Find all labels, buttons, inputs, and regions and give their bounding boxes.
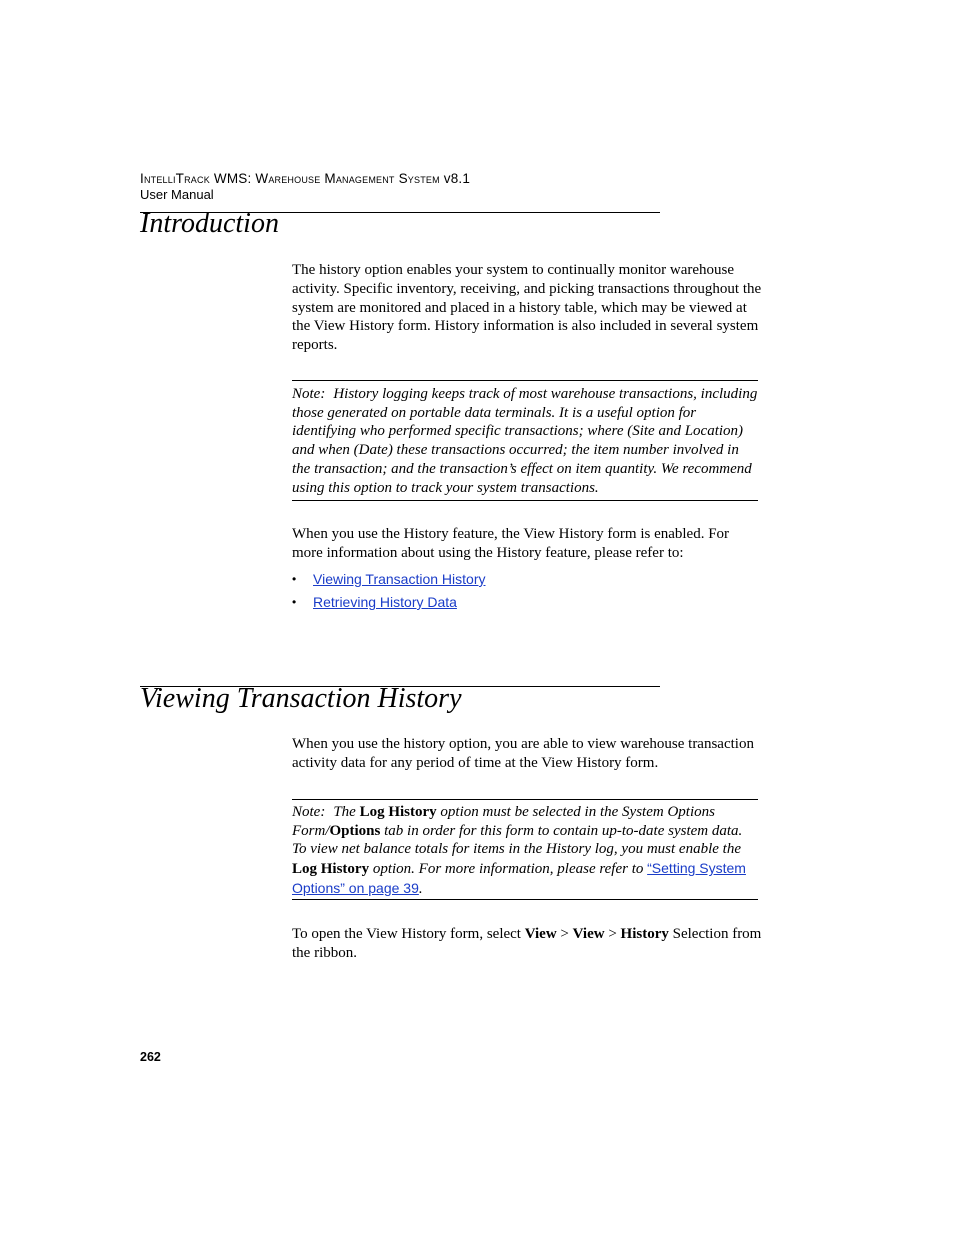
note-bold-options: Options — [329, 822, 381, 839]
intro-paragraph: The history option enables your system to continually monitor warehouse activity. Specific inventory, receiving, and picking transactions throughout the system are monitored and placed in a history table, which may be viewed at the View History form. History information is also included in several system reports. — [292, 262, 762, 354]
instr-sep: > — [556, 926, 573, 942]
heading-introduction: Introduction — [140, 208, 279, 239]
bullet: • — [292, 572, 297, 586]
menu-view: View — [524, 926, 557, 942]
menu-view-sub: View — [572, 926, 605, 942]
note-text: . — [418, 880, 423, 897]
instr-text: Selection from the ribbon. — [292, 926, 762, 961]
running-subtitle: User Manual — [140, 187, 214, 202]
open-history-instructions — [292, 925, 762, 963]
running-header — [140, 170, 470, 187]
product-name: IntelliTrack — [140, 171, 210, 186]
note-label: Note: — [292, 804, 326, 820]
instr-text: To open the View History form, select — [292, 926, 525, 942]
heading-viewing-transaction-history: Viewing Transaction History — [140, 683, 462, 714]
link-retrieving-history-data[interactable]: Retrieving History Data — [313, 594, 457, 610]
list-item — [292, 591, 485, 614]
viewing-note — [292, 799, 758, 900]
menu-history: History — [620, 926, 669, 942]
product-version: v8.1 — [439, 171, 471, 186]
note-text: History logging keeps track of most warehouse transactions, including those generated on portable data terminals. It is a useful option for identifying who performed specific transactions; where (Site and Location) and when (Date) these transactions occurred; the item number involved in the transaction; and the transaction’s effect on item quantity. We recommend using this option to track your system transactions. — [292, 386, 758, 496]
instr-sep: > — [604, 926, 621, 942]
note-bold-log-history: Log History — [292, 861, 370, 878]
note-text: option. For more information, please refer to — [369, 861, 648, 878]
intro-note — [292, 380, 758, 501]
viewing-paragraph: When you use the history option, you are able to view warehouse transaction activity data for any period of time at the View History form. — [292, 736, 754, 771]
note-bold-log-history: Log History — [359, 804, 437, 820]
bullet: • — [292, 595, 297, 609]
note-text: option must be selected in the System Options Form/ — [292, 804, 715, 839]
note-text: The — [333, 804, 360, 820]
note-label: Note: — [292, 386, 326, 402]
intro-paragraph-2: When you use the History feature, the View History form is enabled. For more information about using the History feature, please refer to: — [292, 526, 730, 561]
page-number: 262 — [140, 1050, 161, 1064]
list-item — [292, 568, 485, 591]
reference-link-list — [292, 568, 485, 614]
product-mid: WMS: — [209, 171, 256, 186]
product-full-name: Warehouse Management System — [255, 171, 440, 186]
link-viewing-transaction-history[interactable]: Viewing Transaction History — [313, 571, 486, 587]
link-setting-system-options[interactable]: “Setting System Options” on page 39 — [292, 860, 746, 896]
note-text: tab in order for this form to contain up-to-date system data. To view net balance totals for items in the History log, you must enable the — [292, 822, 743, 858]
